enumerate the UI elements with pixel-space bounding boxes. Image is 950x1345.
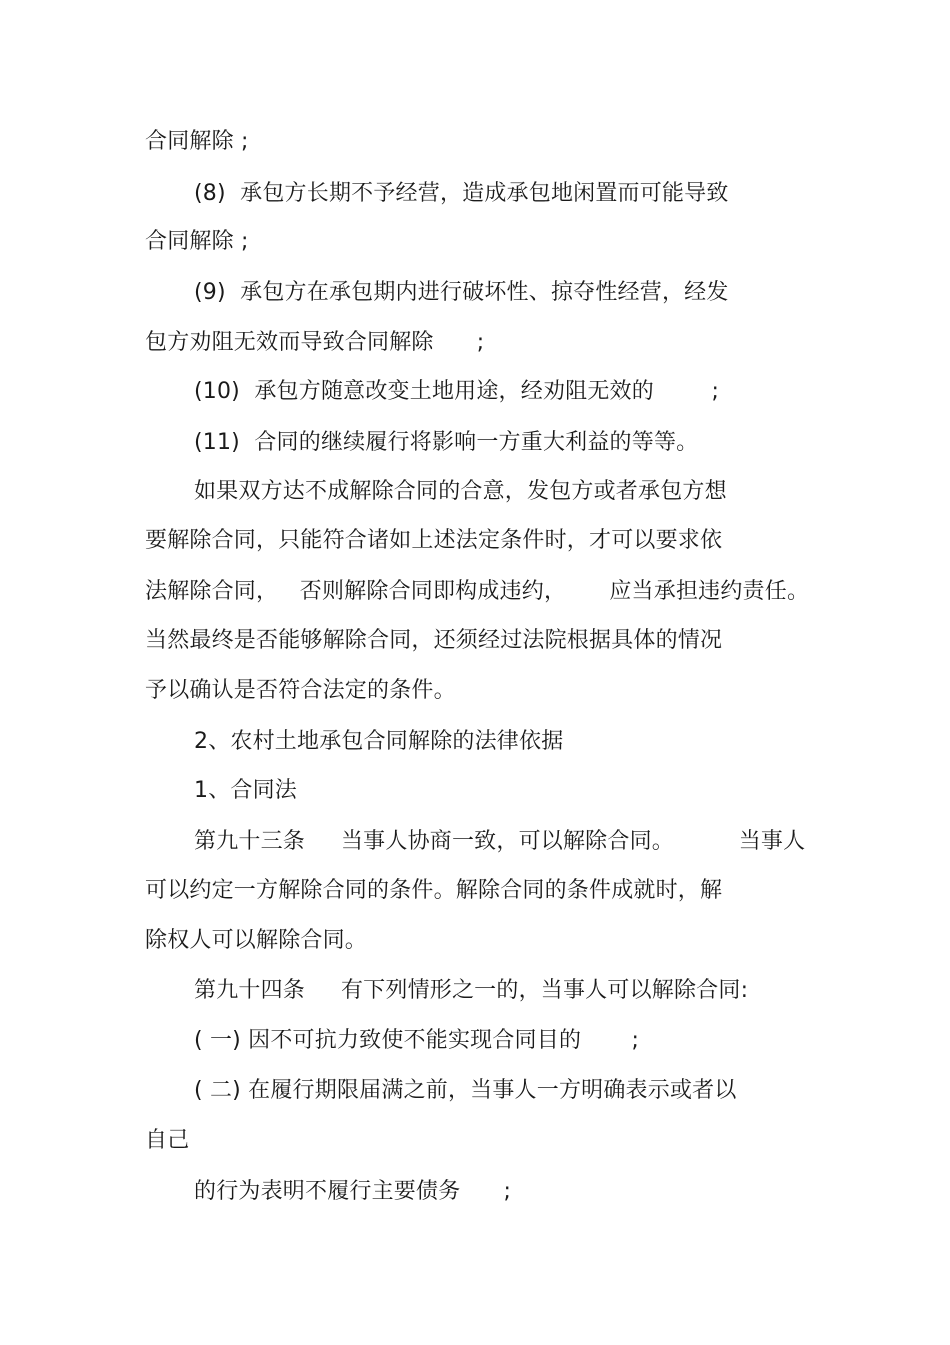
text-line-11: 当然最终是否能够解除合同，还须经过法院根据具体的情况 [145, 628, 723, 653]
text-line-3: 合同解除 ; [145, 229, 249, 254]
text-line-14: 1、合同法 [194, 778, 297, 803]
text-line-9: 要解除合同，只能符合诸如上述法定条件时，才可以要求依 [145, 528, 723, 553]
text-line-12: 予以确认是否符合法定的条件。 [145, 678, 456, 703]
text-line-7: (11) 合同的继续履行将影响一方重大利益的等等。 [194, 430, 699, 455]
text-line-22: 的行为表明不履行主要债务 ; [194, 1179, 512, 1204]
text-line-15: 第九十三条 当事人协商一致，可以解除合同。 当事人 [194, 829, 806, 854]
text-line-18: 第九十四条 有下列情形之一的，当事人可以解除合同: [194, 978, 749, 1003]
text-line-13: 2、农村土地承包合同解除的法律依据 [194, 729, 564, 754]
text-line-8: 如果双方达不成解除合同的合意，发包方或者承包方想 [194, 479, 727, 504]
text-line-19: ( 一) 因不可抗力致使不能实现合同目的 ; [194, 1028, 640, 1053]
text-line-2: (8) 承包方长期不予经营，造成承包地闲置而可能导致 [194, 181, 729, 206]
text-line-21: 自己 [145, 1128, 190, 1153]
text-line-17: 除权人可以解除合同。 [145, 928, 368, 953]
text-line-20: ( 二) 在履行期限届满之前，当事人一方明确表示或者以 [194, 1078, 737, 1103]
text-line-4: (9) 承包方在承包期内进行破坏性、掠夺性经营，经发 [194, 280, 729, 305]
text-line-6: (10) 承包方随意改变土地用途，经劝阻无效的 ; [194, 379, 720, 404]
text-line-16: 可以约定一方解除合同的条件。解除合同的条件成就时，解 [145, 878, 723, 903]
text-line-5: 包方劝阻无效而导致合同解除 ; [145, 330, 485, 355]
text-line-1: 合同解除 ; [145, 129, 249, 154]
text-line-10: 法解除合同， 否则解除合同即构成违约， 应当承担违约责任。 [145, 579, 810, 604]
